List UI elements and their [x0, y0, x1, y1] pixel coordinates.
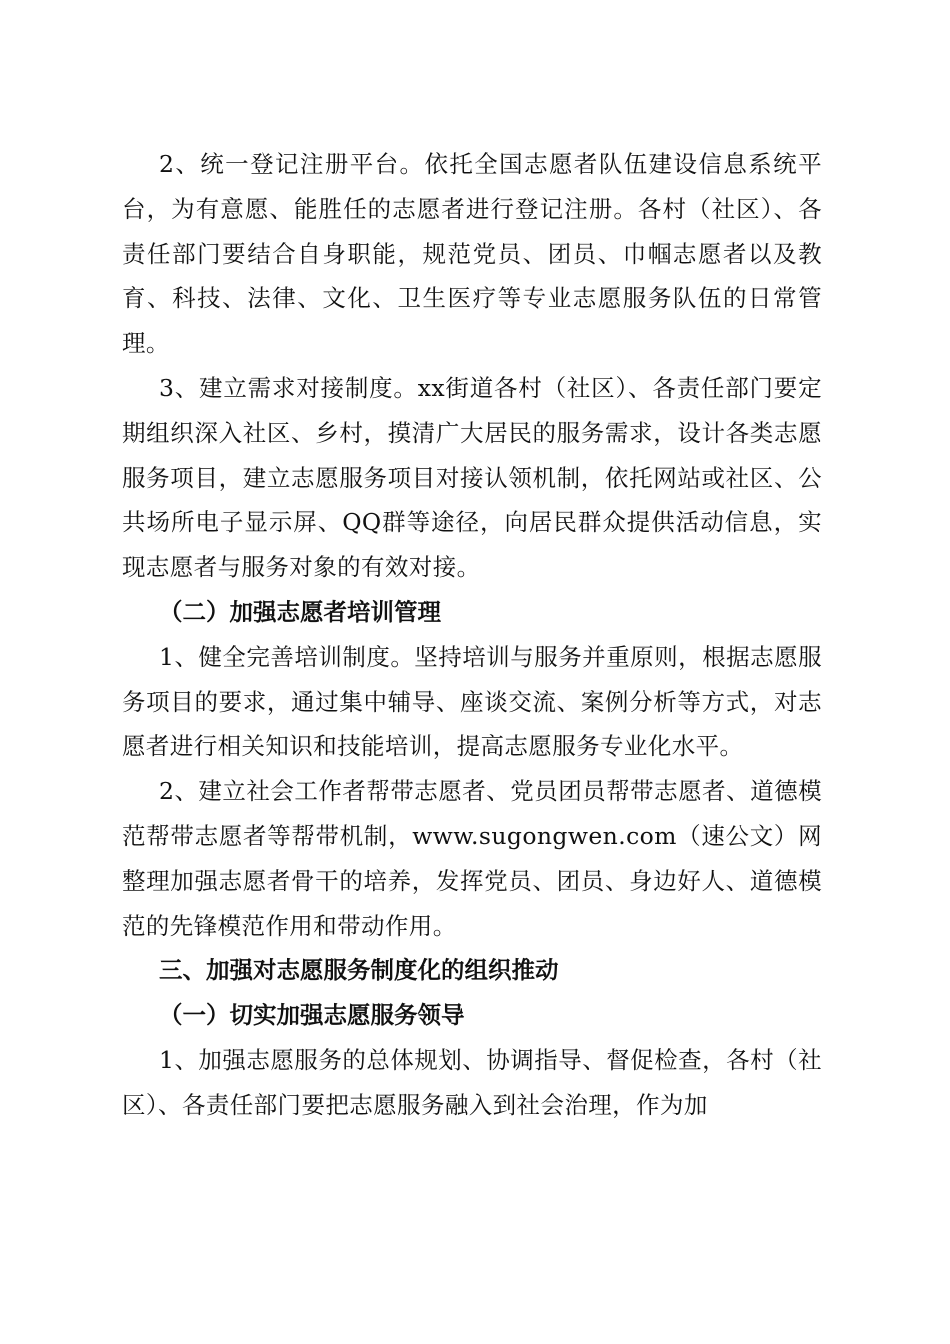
section-heading-organization: 三、加强对志愿服务制度化的组织推动 [159, 956, 559, 985]
paragraph-mentoring-mechanism: 2、建立社会工作者帮带志愿者、党员团员帮带志愿者、道德模范帮带志愿者等帮带机制，www.sugongwen.com（速公文）网整理加强志愿者骨干的培养，发挥党员、团员、身边好人、道德模范的先锋模范作用和带动作用。 [122, 777, 822, 940]
paragraph-training-system: 1、健全完善培训制度。坚持培训与服务并重原则，根据志愿服务项目的要求，通过集中辅导、座谈交流、案例分析等方式，对志愿者进行相关知识和技能培训，提高志愿服务专业化水平。 [122, 642, 822, 761]
paragraph-overall-planning: 1、加强志愿服务的总体规划、协调指导、督促检查，各村（社区）、各责任部门要把志愿服务融入到社会治理，作为加 [122, 1045, 822, 1119]
paragraph-demand-docking: 3、建立需求对接制度。xx街道各村（社区）、各责任部门要定期组织深入社区、乡村，摸清广大居民的服务需求，设计各类志愿服务项目，建立志愿服务项目对接认领机制，依托网站或社区、公共场所电子显示屏、QQ群等途径，向居民群众提供活动信息，实现志愿者与服务对象的有效对接。 [122, 373, 822, 582]
paragraph-registration-platform: 2、统一登记注册平台。依托全国志愿者队伍建设信息系统平台，为有意愿、能胜任的志愿者进行登记注册。各村（社区）、各责任部门要结合自身职能，规范党员、团员、巾帼志愿者以及教育、科技、法律、文化、卫生医疗等专业志愿服务队伍的日常管理。 [122, 150, 822, 358]
subheading-leadership: （一）切实加强志愿服务领导 [159, 1001, 465, 1030]
subheading-training-management: （二）加强志愿者培训管理 [159, 597, 441, 626]
document-body [122, 142, 822, 1128]
